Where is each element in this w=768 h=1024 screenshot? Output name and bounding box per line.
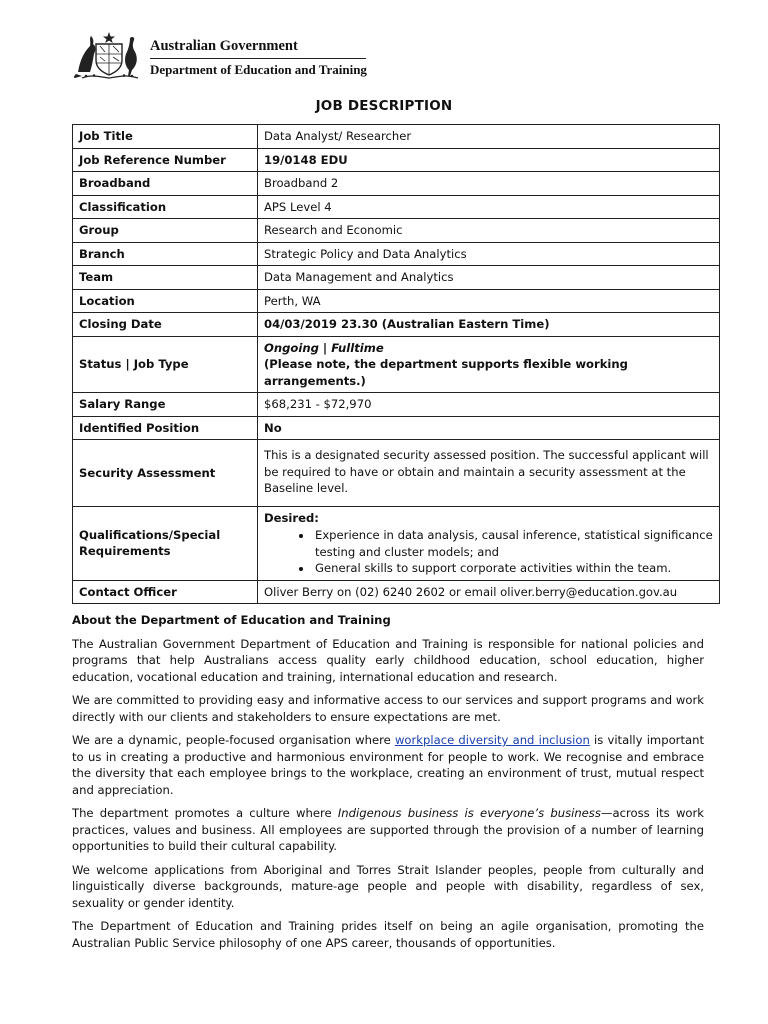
table-row <box>73 416 720 440</box>
row-label: Contact Officer <box>73 580 258 604</box>
paragraph <box>72 805 704 855</box>
row-value: Research and Economic <box>258 219 720 243</box>
paragraph <box>72 732 704 798</box>
table-row <box>73 219 720 243</box>
table-row <box>73 580 720 604</box>
row-label: Identified Position <box>73 416 258 440</box>
row-value: $68,231 - $72,970 <box>258 393 720 417</box>
table-row <box>73 125 720 149</box>
emphasis-text: Indigenous business is everyone’s business <box>337 806 601 820</box>
table-row <box>73 336 720 393</box>
row-value: No <box>258 416 720 440</box>
table-row <box>73 393 720 417</box>
requirements-list <box>264 527 713 577</box>
row-label: Team <box>73 266 258 290</box>
section-heading: About the Department of Education and Training <box>72 613 391 627</box>
job-details-table <box>72 124 720 604</box>
table-row <box>73 242 720 266</box>
paragraph: We welcome applications from Aboriginal and Torres Strait Islander peoples, people from culturally and linguistically diverse backgrounds, mature-age people and people with disability, regardless of sex, sexuality or gender identity. <box>72 862 704 910</box>
flexible-note: (Please note, the department supports flexible working arrangements.) <box>264 357 628 388</box>
diversity-link[interactable]: workplace diversity and inclusion <box>394 733 590 747</box>
list-item: • Experience in data analysis, causal inference, statistical significance testing and cluster models; and <box>313 527 713 560</box>
row-label: Security Assessment <box>73 440 258 507</box>
row-label: Group <box>73 219 258 243</box>
row-label: Broadband <box>73 172 258 196</box>
table-row <box>73 313 720 337</box>
text: We are a dynamic, people-focused organisation where <box>72 733 395 747</box>
paragraph: The Department of Education and Training prides itself on being an agile organisation, promoting the Australian Public Service philosophy of one APS career, thousands of opportunities. <box>72 919 704 950</box>
row-label: Job Reference Number <box>73 148 258 172</box>
row-label: Branch <box>73 242 258 266</box>
row-label: Location <box>73 289 258 313</box>
list-item: • General skills to support corporate activities within the team. <box>313 560 713 577</box>
row-value: Data Analyst/ Researcher <box>258 125 720 149</box>
desired-heading: Desired: <box>264 510 319 525</box>
closing-date-value: 04/03/2019 23.30 (Australian Eastern Time) <box>258 313 720 337</box>
table-row <box>73 289 720 313</box>
table-row <box>73 266 720 290</box>
row-value: Strategic Policy and Data Analytics <box>258 242 720 266</box>
table-row <box>73 440 720 507</box>
coat-of-arms-icon <box>72 30 146 80</box>
government-logo <box>72 30 372 82</box>
text: The department promotes a culture where <box>72 806 338 820</box>
government-name: Australian Government <box>150 38 298 54</box>
job-type: Ongoing | Fulltime <box>264 340 384 355</box>
table-row <box>73 506 720 580</box>
row-label: Qualifications/Special Requirements <box>73 506 258 580</box>
row-value: 19/0148 EDU <box>258 148 720 172</box>
table-row <box>73 195 720 219</box>
table-row <box>73 148 720 172</box>
row-value: This is a designated security assessed position. The successful applicant will be required to have or obtain and maintain a security assessment at the Baseline level. <box>258 440 720 507</box>
about-section <box>72 612 704 958</box>
paragraph: The Australian Government Department of Education and Training is responsible for national policies and programs that help Australians access quality early childhood education, school education, higher education, vocational education and training, international education and research. <box>72 636 704 684</box>
paragraph: We are committed to providing easy and informative access to our services and support programs and work directly with our clients and stakeholders to ensure expectations are met. <box>72 693 704 724</box>
row-label: Salary Range <box>73 393 258 417</box>
department-name: Department of Education and Training <box>150 62 367 77</box>
text: —across its work practices, values and business. All employees are supported through the provision of a number of learning opportunities to build their cultural capability. <box>72 806 704 853</box>
page-title: JOB DESCRIPTION <box>315 98 453 114</box>
text: is vitally important to us in creating a productive and harmonious environment for people to work. We recognise and embrace the diversity that each employee brings to the workplace, creating an environment of trust, mutual respect and appreciation. <box>72 733 704 797</box>
row-label: Job Title <box>73 125 258 149</box>
row-value <box>258 506 720 580</box>
row-value: Broadband 2 <box>258 172 720 196</box>
row-label: Status | Job Type <box>73 336 258 393</box>
logo-divider <box>150 58 366 59</box>
row-value: Data Management and Analytics <box>258 266 720 290</box>
row-value <box>258 336 720 393</box>
row-value: APS Level 4 <box>258 195 720 219</box>
row-label: Classification <box>73 195 258 219</box>
table-row <box>73 172 720 196</box>
row-value: Perth, WA <box>258 289 720 313</box>
row-label: Closing Date <box>73 313 258 337</box>
contact-value: Oliver Berry on (02) 6240 2602 or email oliver.berry@education.gov.au <box>258 580 720 604</box>
